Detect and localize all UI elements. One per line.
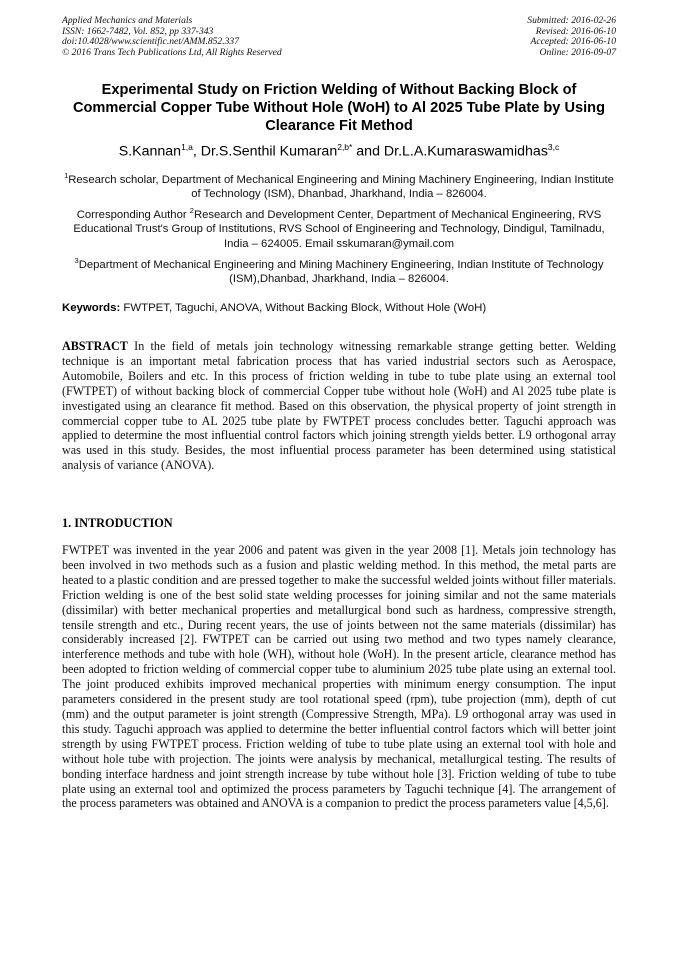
date-accepted: Accepted: 2016-06-10 — [530, 36, 616, 48]
affiliation-mark: 3 — [74, 256, 79, 265]
date-online: Online: 2016-09-07 — [539, 46, 616, 58]
keywords-label: Keywords: — [62, 302, 121, 314]
date-submitted: Submitted: 2016-02-26 — [527, 15, 616, 26]
affiliation-mark: 1 — [64, 171, 69, 180]
paper-title: Experimental Study on Friction Welding of Without Backing Block of Commercial Copper Tube Without Hole (WoH) to Al 2025 Tube Plate by Using Clearance Fit Method — [72, 82, 606, 134]
corresponding-author-label: Corresponding Author — [76, 208, 190, 221]
affiliation-1 — [62, 169, 616, 202]
submission-dates — [527, 16, 616, 58]
journal-name: Applied Mechanics and Materials — [62, 15, 193, 26]
affiliation-text: Research and Development Center, Department of Mechanical Engineering, RVS Educational Trust's Group of Institutions, RVS School of Engineering and Technology, Dindigul, Tamilnadu, India – 624005. Email sskumaran@ymail.com — [73, 208, 605, 250]
author-list — [40, 142, 638, 160]
author-name: Dr.L.A.Kumaraswamidhas — [383, 143, 548, 160]
affiliation-3 — [62, 254, 616, 287]
author-name: Dr.S.Senthil Kumaran — [200, 143, 338, 160]
author-name: S.Kannan — [118, 143, 182, 160]
affiliation-text: Department of Mechanical Engineering and Mining Machinery Engineering, Indian Institute of Technology (ISM),Dhanbad, Jharkhand, India – 826004. — [78, 258, 604, 286]
journal-copyright: © 2016 Trans Tech Publications Ltd, All Rights Reserved — [62, 46, 282, 58]
abstract — [62, 339, 616, 473]
date-revised: Revised: 2016-06-10 — [535, 25, 616, 37]
author-affiliation-mark: 3,c — [547, 142, 560, 152]
section-heading-introduction: 1. INTRODUCTION — [62, 516, 173, 530]
keywords-text: FWTPET, Taguchi, ANOVA, Without Backing Block, Without Hole (WoH) — [120, 302, 487, 314]
abstract-label: ABSTRACT — [62, 339, 128, 353]
affiliation-mark: 2 — [189, 206, 194, 215]
journal-doi: doi:10.4028/www.scientific.net/AMM.852.337 — [62, 36, 240, 48]
affiliation-text: Research scholar, Department of Mechanical Engineering and Mining Machinery Engineering, Indian Institute of Technology (ISM), Dhanbad, Jharkhand, India – 826004. — [68, 173, 614, 201]
author-separator: , — [192, 143, 201, 160]
author-affiliation-mark: 2,b* — [337, 142, 353, 152]
author-separator: and — [352, 143, 384, 160]
introduction-paragraph: FWTPET was invented in the year 2006 and patent was given in the year 2008 [1]. Metals join technology has been involved in two methods such as a fusion and plastic welding method. In this method, the metal parts are heated to a plastic condition and are pressed together to make the successful welded joints without filler materials. Friction welding is one of the best solid state welding processes for joining similar and not the same materials (dissimilar) with better mechanical properties and metallurgical bond such as hardness, compressive strength, tensile strength and etc., During recent years, the use of joints between not the same materials (dissimilar) has considerably increased [2]. FWTPET can be carried out using two method and two types namely clearance, interference methods and tube with hole (WH), without hole (WoH). In the present article, clearance method has been adopted to friction welding of commercial copper tube to aluminium 2025 tube plate using an external tool. The joint produced exhibits improved mechanical properties with minimum energy consumption. The input parameters considered in the present study are tool rotational speed (rpm), tube projection (mm), depth of cut (mm) and the output parameter is joint strength (Compressive Strength, MPa). L9 orthogonal array was used in this study. Taguchi approach was applied to determine the better influential control factors which will better joint strength by using FWTPET process. Friction welding of tube to tube plate using an external tool with hole and without hole tube with projection. The joints were analysis by mechanical, metallurgical testing. The results of bonding interface hardness and joint strength increase by tube without hole [3]. Friction welding of tube to tube plate using an external tool and optimized the process parameters by Taguchi technique [4]. The arrangement of the process parameters was obtained and ANOVA is a companion to predict the process parameters value [4,5,6]. — [62, 543, 616, 811]
keywords — [62, 302, 616, 314]
journal-info — [62, 16, 282, 58]
journal-issn: ISSN: 1662-7482, Vol. 852, pp 337-343 — [62, 25, 214, 37]
author-affiliation-mark: 1,a — [181, 142, 193, 152]
affiliation-2 — [62, 204, 616, 252]
abstract-text: In the field of metals join technology witnessing remarkable strange getting better. Welding technique is an important metal fabrication process that has varied industrial sectors such as Aerospace, Automobile, Boilers and etc. In this process of friction welding in tube to tube plate using an external tool (FWTPET) of without backing block of commercial Copper tube without hole (WoH) and Al 2025 tube plate is investigated using an clearance fit method. Based on this observation, the physical property of joint strength in commercial copper tube to AL 2025 tube plate by FWTPET process concludes better. Taguchi approach was applied to determine the most influential control factors which joining strength yields better. L9 orthogonal array was used in this study. Besides, the most influential process parameter has been determined using statistical analysis of variance (ANOVA). — [62, 339, 616, 473]
